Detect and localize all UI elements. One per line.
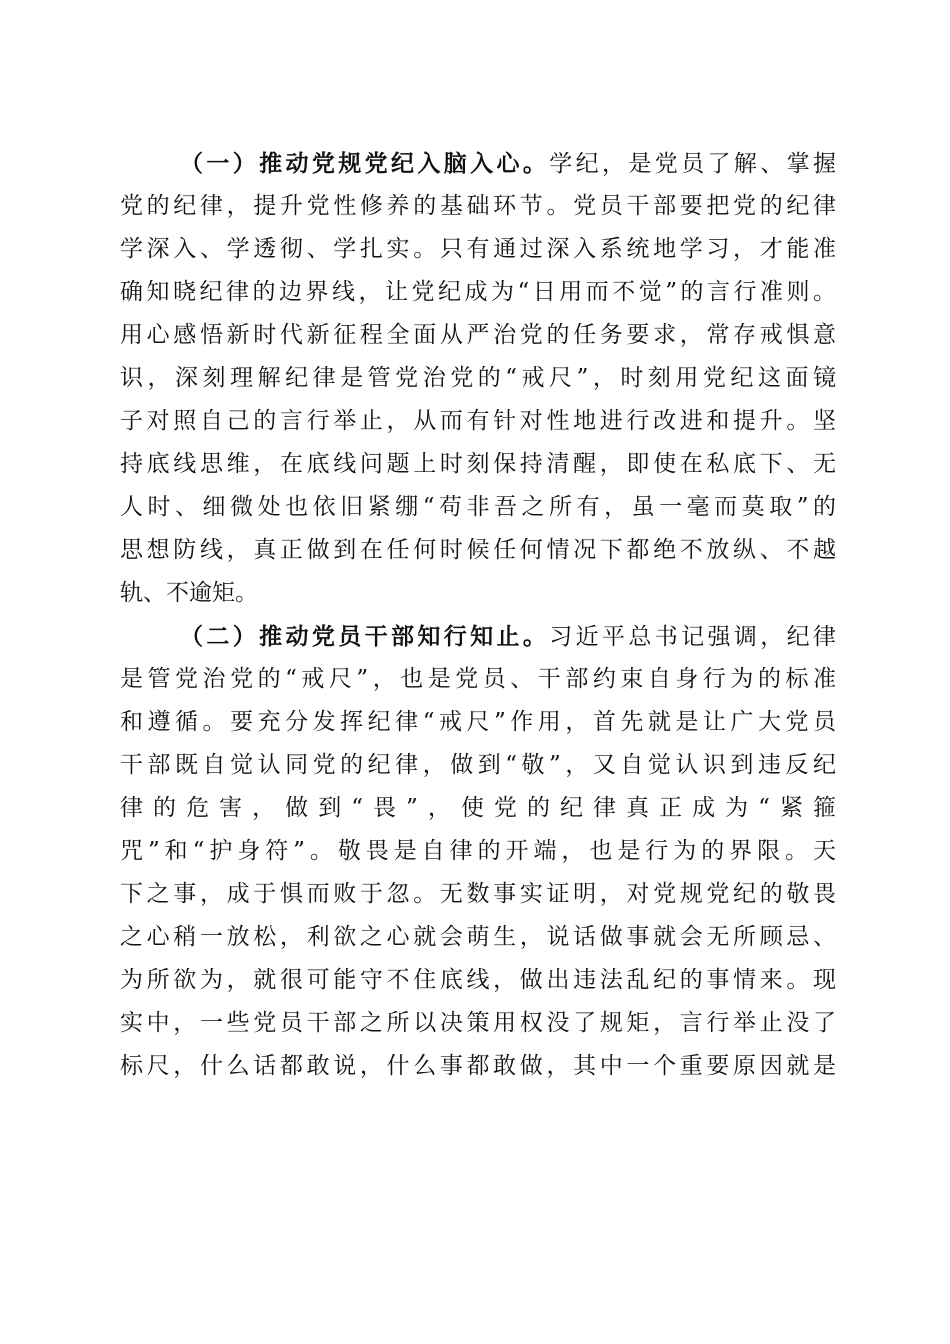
section2-line-1: 是管党治党的“戒尺”，也是党员、干部约束自身行为的标准 (120, 666, 836, 692)
document-body (120, 142, 836, 1088)
section2-line-8: 为所欲为，就很可能守不住底线，做出违法乱纪的事情来。现 (120, 967, 836, 993)
section1-line-0: 学纪，是党员了解、掌握 (549, 151, 836, 177)
section2-line-9: 实中，一些党员干部之所以决策用权没了规矩，言行举止没了 (120, 1010, 836, 1036)
section2-line-2: 和遵循。要充分发挥纪律“戒尺”作用，首先就是让广大党员 (120, 709, 836, 735)
section2-line-6: 下之事，成于惧而败于忽。无数事实证明，对党规党纪的敬畏 (120, 881, 836, 907)
section1-line-10: 轨、不逾矩。 (120, 580, 258, 606)
section2-line-3: 干部既自觉认同党的纪律，做到“敬”，又自觉认识到违反纪 (120, 752, 836, 778)
section2-line-5: 咒”和“护身符”。敬畏是自律的开端，也是行为的界限。天 (120, 838, 836, 864)
section2-heading: （二）推动党员干部知行知止。 (180, 623, 550, 650)
section1-line-6: 子对照自己的言行举止，从而有针对性地进行改进和提升。坚 (120, 408, 836, 434)
section2-line-10: 标尺，什么话都敢说，什么事都敢做，其中一个重要原因就是 (120, 1053, 836, 1079)
section1-line-9: 思想防线，真正做到在任何时候任何情况下都绝不放纵、不越 (120, 537, 836, 563)
section2-first-line (120, 615, 836, 658)
section1-line-2: 学深入、学透彻、学扎实。只有通过深入系统地学习，才能准 (120, 236, 836, 262)
section2-line-0: 习近平总书记强调，纪律 (549, 624, 836, 650)
section1-line-4: 用心感悟新时代新征程全面从严治党的任务要求，常存戒惧意 (120, 322, 836, 348)
section1-first-line (120, 142, 836, 185)
section1-line-5: 识，深刻理解纪律是管党治党的“戒尺”，时刻用党纪这面镜 (120, 365, 836, 391)
section2-line-7: 之心稍一放松，利欲之心就会萌生，说话做事就会无所顾忌、 (120, 924, 836, 950)
section1-line-1: 党的纪律，提升党性修养的基础环节。党员干部要把党的纪律 (120, 193, 836, 219)
section1-line-3: 确知晓纪律的边界线，让党纪成为“日用而不觉”的言行准则。 (120, 279, 836, 305)
section1-line-8: 人时、细微处也依旧紧绷“苟非吾之所有，虽一毫而莫取”的 (120, 494, 836, 520)
section1-line-7: 持底线思维，在底线问题上时刻保持清醒，即使在私底下、无 (120, 451, 836, 477)
section1-heading: （一）推动党规党纪入脑入心。 (180, 150, 550, 177)
section2-line-4: 律的危害，做到“畏”，使党的纪律真正成为“紧箍 (120, 795, 836, 821)
